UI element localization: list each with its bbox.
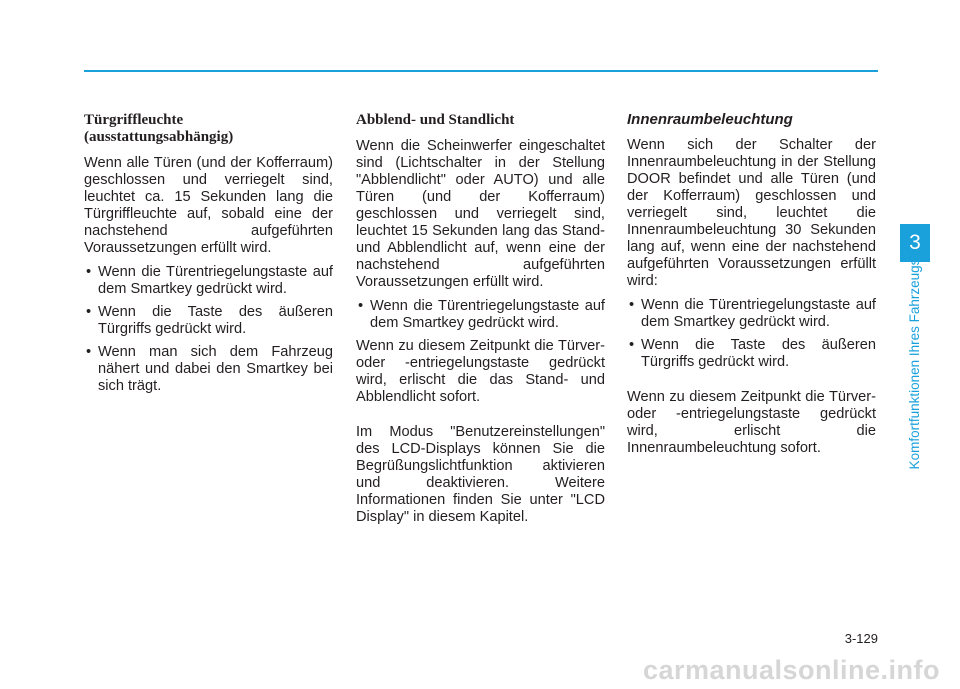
bullet-icon: • [629,297,635,313]
condition-list [84,264,333,395]
intro-paragraph: Wenn sich der Schalter der Innenraumbeleuchtung in der Stellung DOOR befindet und alle Türen (und der Kofferraum) geschlossen und verriegelt sind, leuchtet die Innenraumbeleuchtung 30 Sekunden lang auf, wenn eine der nachstehend aufgeführten Voraussetzungen erfüllt wird: [627,137,876,289]
column-abblendlicht [356,112,605,526]
bullet-icon: • [358,298,364,314]
condition-list [627,297,876,371]
heading-line-1: Türgriffleuchte [84,112,184,128]
intro-paragraph: Wenn die Scheinwerfer eingeschaltet sind (Lichtschalter in der Stellung "Abblendlicht" oder AUTO) und alle Türen (und der Kofferraum) geschlossen und verriegelt sind, leuchtet 15 Sekunden lang das Stand- und Abblendlicht auf, wenn eine der nachstehend aufgeführten Voraussetzungen erfüllt wird. [356,138,605,290]
section-heading-innenraumbeleuchtung: Innenraumbeleuchtung [627,111,793,128]
info-paragraph: Wenn zu diesem Zeitpunkt die Türver- oder -entriegelungstaste gedrückt wird, erlischt die Innenraumbeleuchtung sofort. [627,389,876,456]
bullet-icon: • [629,337,635,353]
list-item: • Wenn die Taste des äußeren Türgriffs gedrückt wird. [86,304,333,337]
bullet-icon: • [86,304,92,320]
column-innenraumbeleuchtung [627,112,876,457]
column-tuergriffleuchte [84,112,333,401]
list-item: • Wenn die Türentriegelungstaste auf dem Smartkey gedrückt wird. [358,298,605,331]
section-heading-tuergriffleuchte [84,112,333,146]
heading-line-2: (ausstattungsabhängig) [84,129,234,145]
chapter-number-tab: 3 [900,224,930,262]
list-item: • Wenn die Türentriegelungstaste auf dem Smartkey gedrückt wird. [86,264,333,297]
bullet-icon: • [86,344,92,360]
info-paragraph: Wenn zu diesem Zeitpunkt die Türver- oder -entriegelungstaste gedrückt wird, erlischt die das Stand- und Abblendlicht sofort. [356,338,605,405]
list-item: • Wenn die Taste des äußeren Türgriffs gedrückt wird. [629,337,876,370]
chapter-title-vertical: Komfortfunktionen Ihres Fahrzeugs [907,258,922,470]
list-item: • Wenn man sich dem Fahrzeug nähert und dabei den Smartkey bei sich trägt. [86,344,333,394]
condition-list [356,298,605,332]
list-item: • Wenn die Türentriegelungstaste auf dem Smartkey gedrückt wird. [629,297,876,330]
bullet-icon: • [86,264,92,280]
header-rule [84,70,878,72]
page-number: 3-129 [844,631,878,646]
intro-paragraph: Wenn alle Türen (und der Kofferraum) geschlossen und verriegelt sind, leuchtet ca. 15 Sekunden lang die Türgriffleuchte auf, sobald eine der nachstehend aufgeführten Voraussetzungen erfüllt wird. [84,155,333,256]
section-heading-abblendlicht: Abblend- und Standlicht [356,112,515,128]
info-paragraph: Im Modus "Benutzereinstellungen" des LCD-Displays können Sie die Begrüßungslichtfunktion aktivieren und deaktivieren. Weitere Informationen finden Sie unter "LCD Display" in diesem Kapitel. [356,424,605,525]
watermark-text: carmanualsonline.info [642,655,940,685]
